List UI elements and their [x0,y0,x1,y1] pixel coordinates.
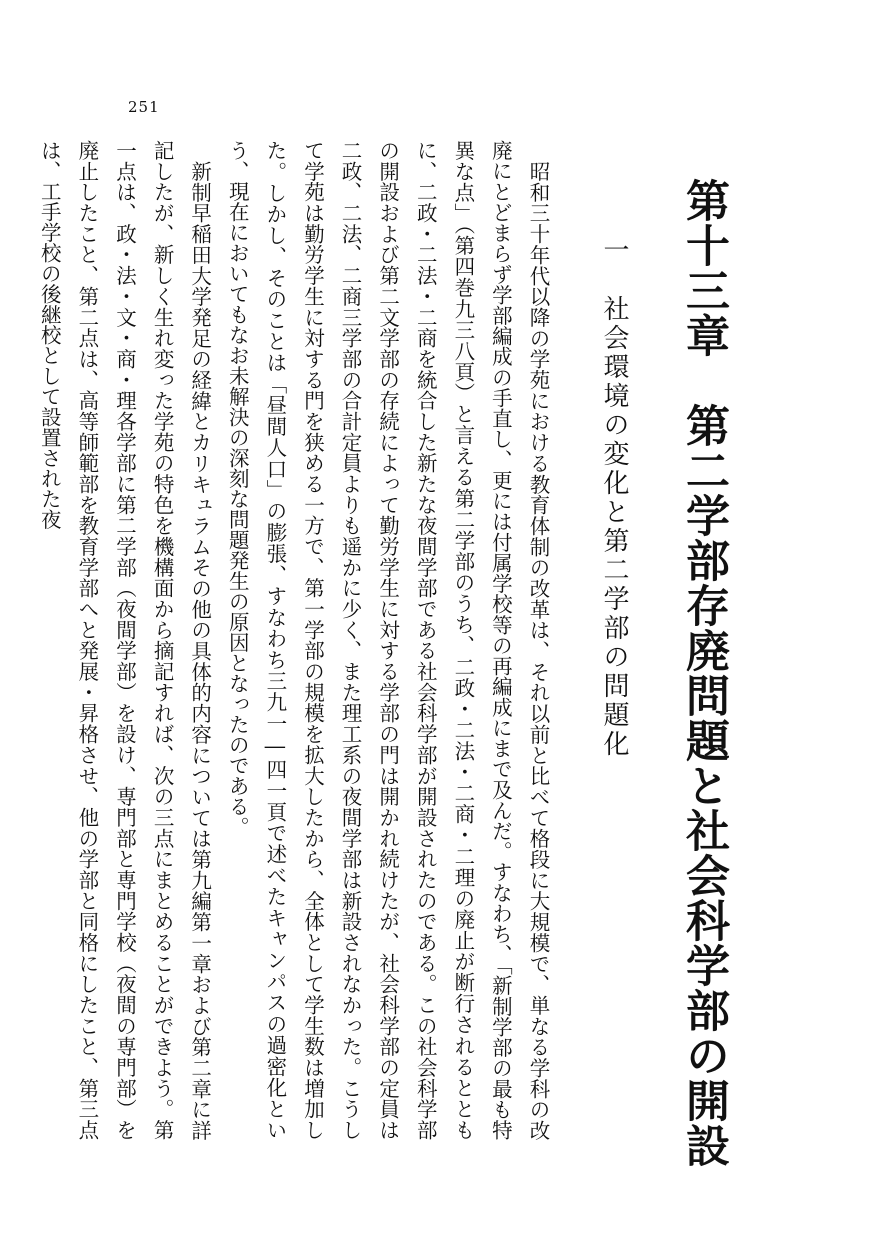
section-heading [596,236,632,759]
page-number: 251 [128,98,160,116]
body-paragraph-1: 昭和三十年代以降の学苑における教育体制の改革は、それ以前と比べて格段に大規模で、単なる学科の改廃にとどまらず学部編成の手直し、更には付属学校等の再編成にまで及んだ。すなわち、「新制学部の最も特異な点」（第四巻九三八頁）と言える第二学部のうち、二政・二法・二商・二理の廃止が断行されるとともに、二政・二法・二商を統合した新たな夜間学部である社会科学部が開設されたのである。この社会科学部の開設および第二文学部の存続によって勤労学生に対する学部の門は開かれ続けたが、社会科学部の定員は二政、二法、二商三学部の合計定員よりも遥かに少く、また理工系の夜間学部は新設されなかった。こうして学苑は勤労学生に対する門を狭める一方で、第一学部の規模を拡大したから、全体として学生数は増加した。しかし、そのことは「昼間人口」の膨張、すなわち三九一―四一頁で述べたキャンパスの過密化という、現在においてもなお未解決の深刻な問題発生の原因となったのである。 [225,140,550,1141]
chapter-title: 第十三章 第二学部存廃問題と社会科学部の開設 [678,178,729,1168]
body-paragraph-2: 新制早稲田大学発足の経緯とカリキュラムその他の具体的内容については第九編第一章および第二章に詳記したが、新しく生れ変った学苑の特色を機構面から摘記すれば、次の三点にまとめることができよう。第一点は、政・法・文・商・理各学部に第二学部（夜間学部）を設け、専門部と専門学校（夜間の専門部）を廃止したこと、第二点は、高等師範部を教育学部へと発展・昇格させ、他の学部と同格にしたこと、第三点は、工手学校の後継校として設置された夜 [37,140,212,1141]
section-number: 一 [599,236,629,265]
section-title: 社会環境の変化と第二学部の問題化 [599,295,629,759]
body-text [37,140,556,1141]
